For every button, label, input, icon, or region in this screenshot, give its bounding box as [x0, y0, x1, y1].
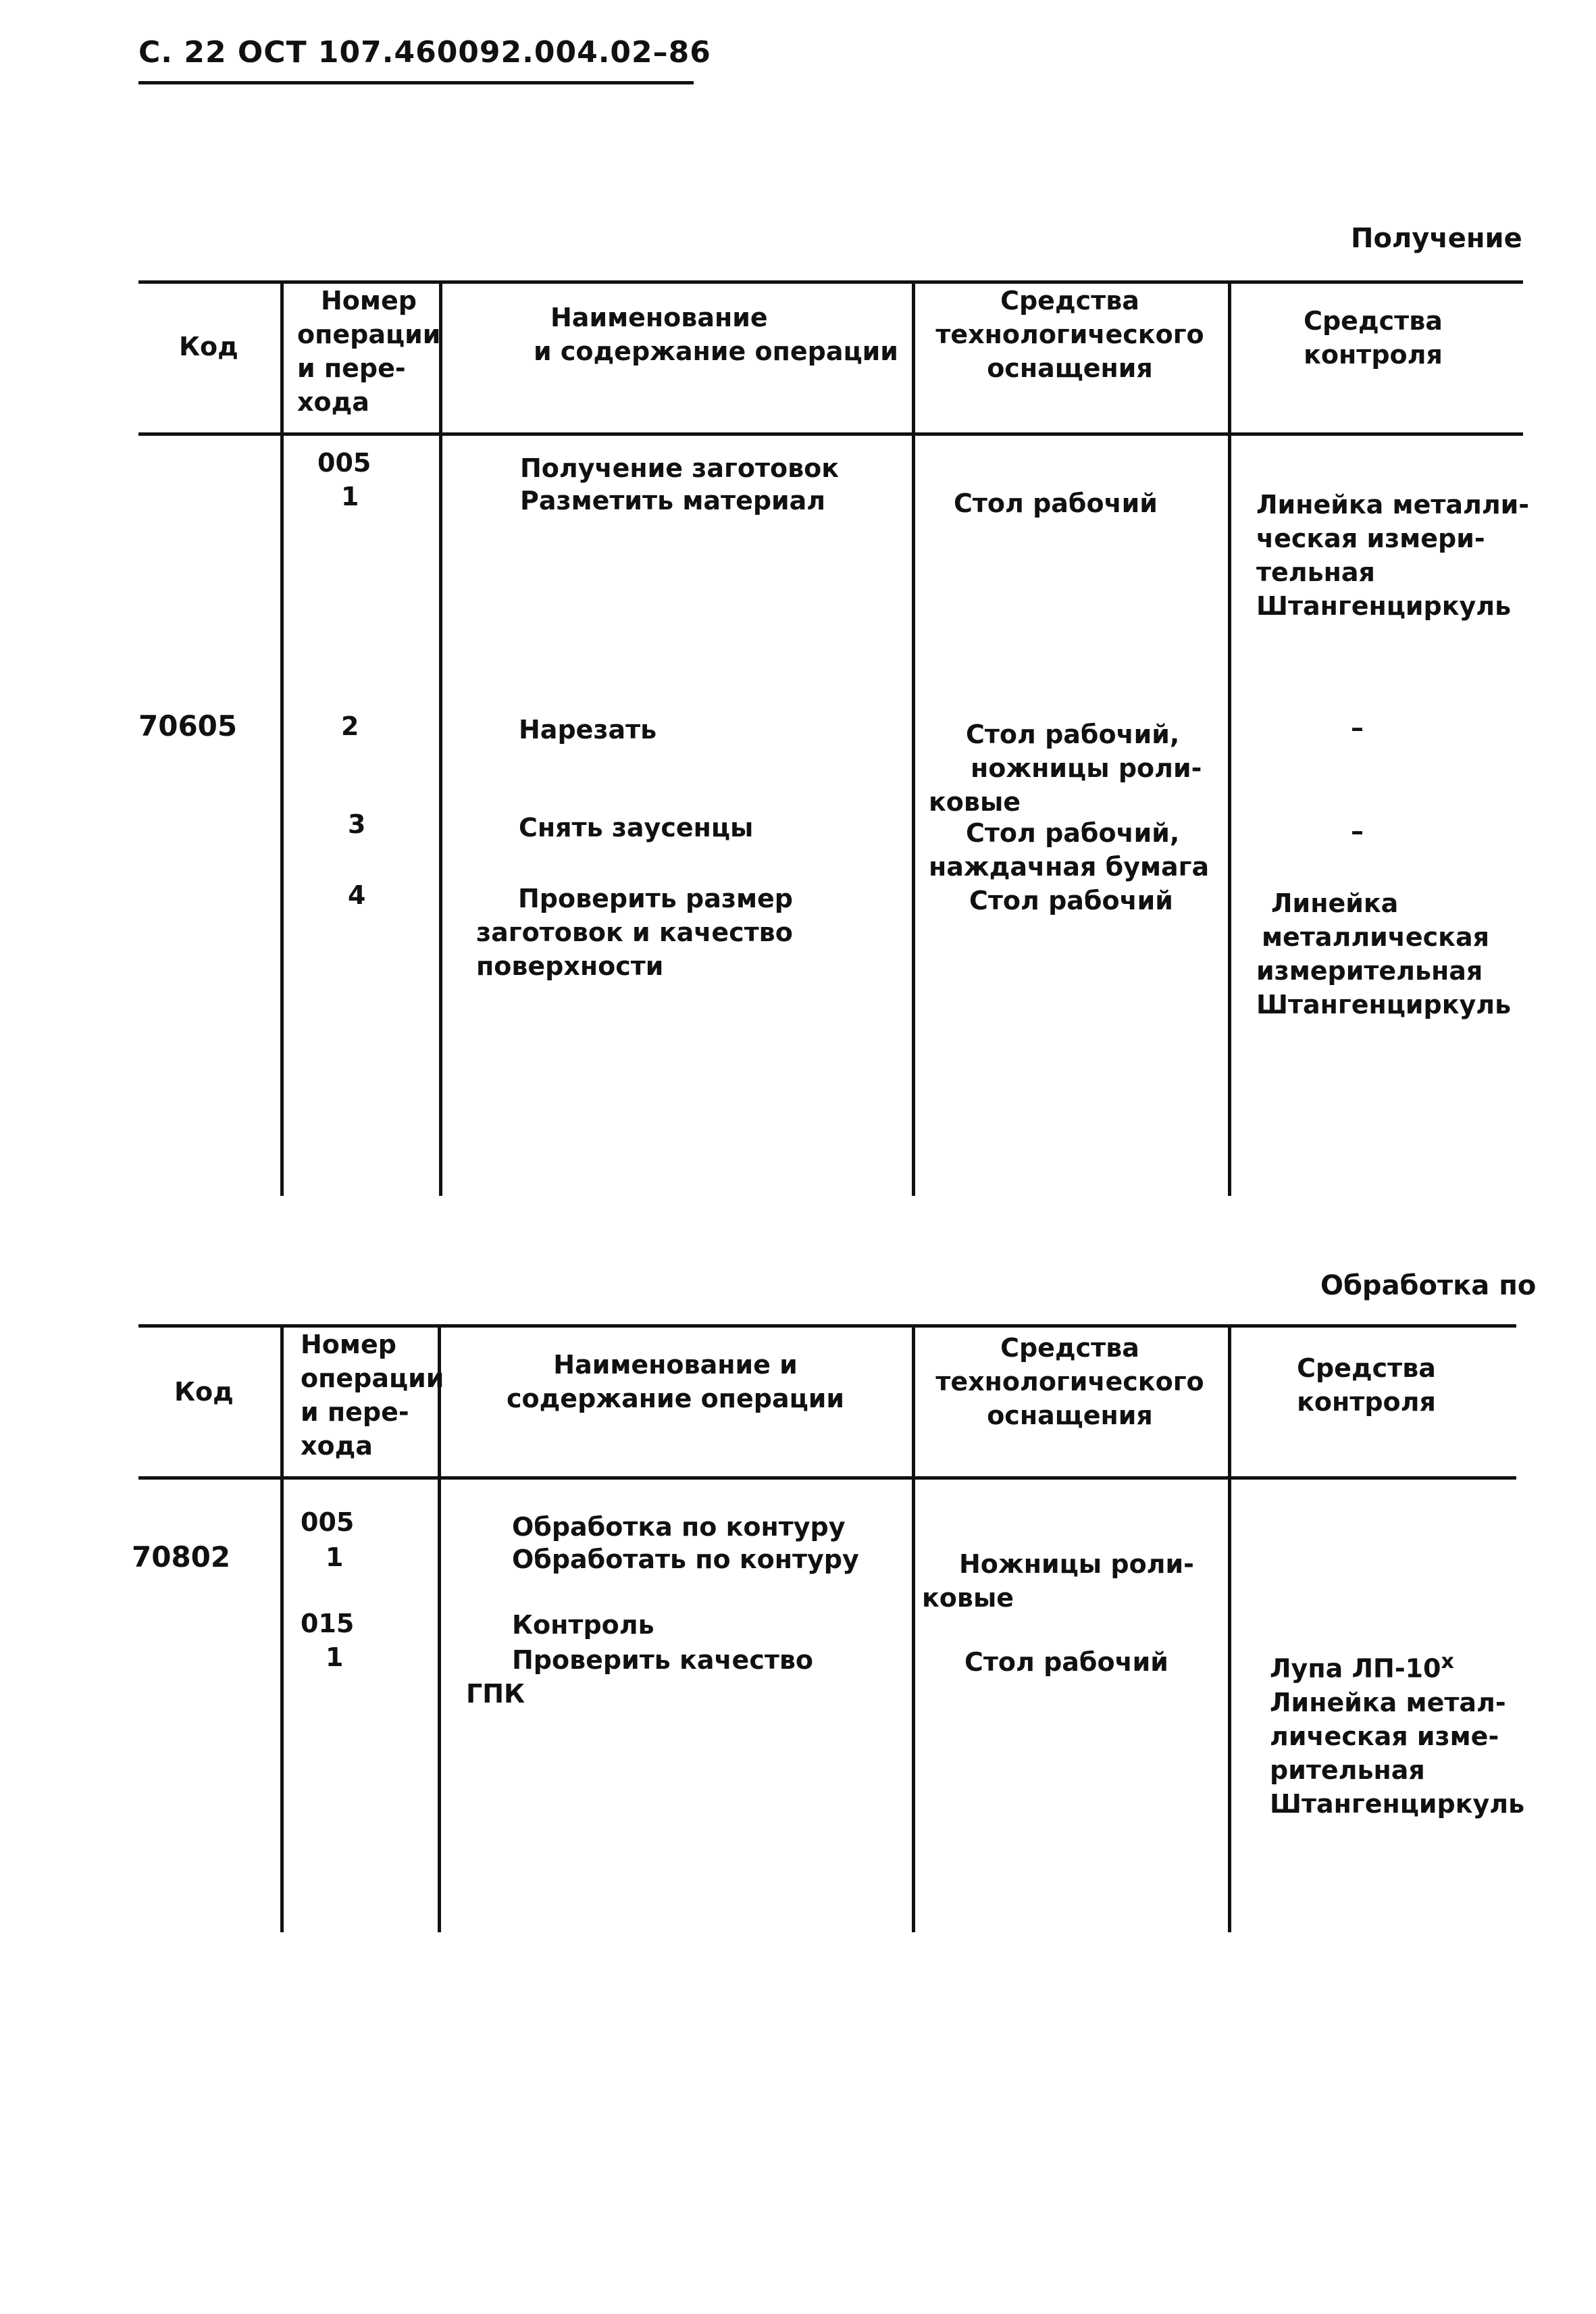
- section2-row4-name: Проверить качество ГПК: [466, 1645, 814, 1709]
- section1-row5-tech: Стол рабочий: [969, 886, 1173, 915]
- section2-row4-tech: Стол рабочий: [964, 1647, 1168, 1677]
- section2-code: 70802: [132, 1540, 231, 1574]
- section1-row4-num: 3: [348, 809, 366, 839]
- section1-header-code: Код: [179, 332, 238, 361]
- section2-header-tech: Средства технологического оснащения: [935, 1333, 1204, 1430]
- section2-row1-name: Обработка по контуру: [512, 1512, 846, 1542]
- page-header: С. 22 ОСТ 107.460092.004.02–86: [138, 35, 711, 70]
- section2-header-rule: [138, 1476, 1516, 1480]
- section1-row5-name: Проверить размер заготовок и качество поверхности: [476, 884, 793, 981]
- section2-header-control: Средства контроля: [1297, 1353, 1436, 1417]
- section2-row2-num: 1: [326, 1542, 344, 1572]
- section1-row2-name: Разметить материал: [520, 486, 826, 515]
- section1-row1-num: 005: [317, 448, 371, 478]
- section2-row2-tech: Ножницы роли- ковые: [922, 1549, 1194, 1613]
- header-rule: [138, 81, 694, 84]
- section2-row3-num: 015: [301, 1609, 355, 1638]
- section2-header-code: Код: [174, 1377, 234, 1407]
- section1-code: 70605: [138, 709, 238, 743]
- section2-header-op-name: Наименование и содержание операции: [506, 1350, 845, 1413]
- section2-row3-name: Контроль: [512, 1610, 654, 1640]
- section1-row3-control: –: [1351, 713, 1364, 743]
- section1-row2-num: 1: [341, 482, 359, 511]
- section1-col-divider-1: [280, 280, 284, 1196]
- section1-row4-tech: Стол рабочий, наждачная бумага: [929, 818, 1210, 882]
- section1-row1-name: Получение заготовок: [520, 453, 840, 483]
- section1-header-op-number: Номер операции и пере- хода: [297, 286, 441, 417]
- section1-header-rule: [138, 432, 1523, 436]
- section1-row5-control: Линейка металлическая измерительная Штангенциркуль: [1256, 888, 1512, 1020]
- section1-header-control: Средства контроля: [1304, 306, 1443, 370]
- section1-row5-num: 4: [348, 880, 366, 910]
- section2-header-op-number: Номер операции и пере- хода: [301, 1330, 444, 1461]
- section1-row4-name: Снять заусенцы: [519, 813, 754, 842]
- section2-row4-control: Лупа ЛП-10$^x$ Линейка метал- лическая изме- рительная Штангенциркуль: [1270, 1650, 1525, 1819]
- section2-row2-name: Обработать по контуру: [512, 1544, 859, 1574]
- section2-title: Обработка по: [1320, 1270, 1537, 1301]
- superscript-x: x: [1441, 1650, 1454, 1674]
- section1-header-op-name: Наименование и содержание операции: [534, 303, 898, 366]
- section1-row3-name: Нарезать: [519, 715, 657, 745]
- section1-row2-control: Линейка металли- ческая измери- тельная Штангенциркуль: [1256, 490, 1530, 621]
- section1-col-divider-4: [1228, 280, 1231, 1196]
- section1-row2-tech: Стол рабочий: [954, 488, 1158, 518]
- section1-col-divider-3: [912, 280, 915, 1196]
- section1-header-tech: Средства технологического оснащения: [935, 286, 1204, 383]
- section2-col-divider-1: [280, 1324, 284, 1932]
- section1-row4-control: –: [1351, 816, 1364, 846]
- section1-title: Получение: [1351, 223, 1522, 254]
- section2-row4-num: 1: [326, 1642, 344, 1672]
- section2-row1-num: 005: [301, 1507, 355, 1537]
- section1-row3-tech: Стол рабочий, ножницы роли- ковые: [929, 720, 1202, 817]
- section1-row3-num: 2: [341, 711, 359, 741]
